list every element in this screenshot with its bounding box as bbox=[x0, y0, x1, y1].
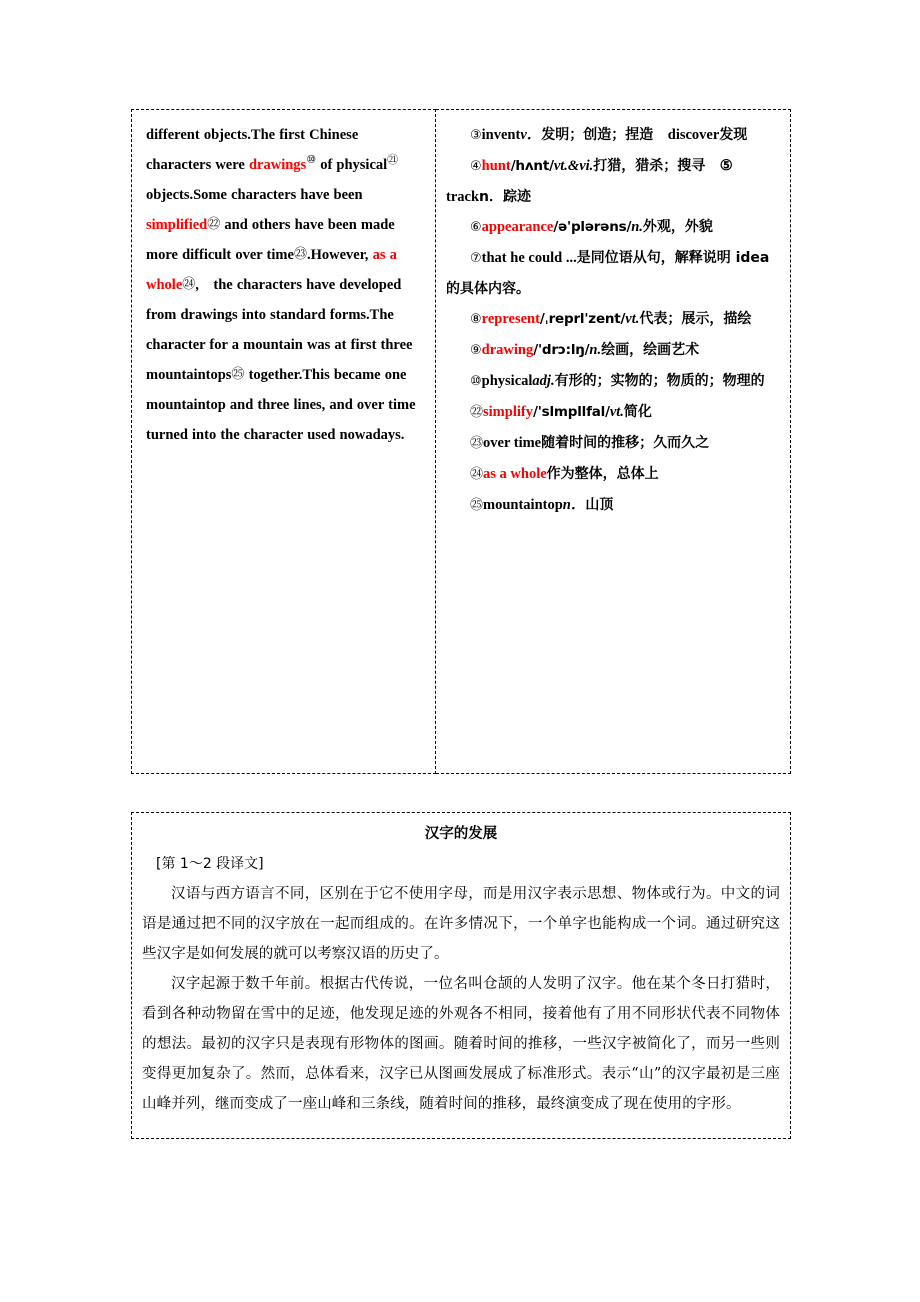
footnote-marker: ㉕ bbox=[231, 367, 245, 382]
passage-text-run: together.This became one mountaintop and three lines, and over time turned into the character used nowadays. bbox=[146, 367, 416, 443]
entry-spacer bbox=[705, 158, 720, 174]
entry-meaning: 绘画，绘画艺术 bbox=[601, 342, 700, 358]
right-column-box bbox=[436, 109, 791, 774]
top-two-column-region bbox=[131, 109, 791, 774]
entry-meaning: 作为整体，总体上 bbox=[546, 466, 659, 482]
vocabulary-entry bbox=[446, 120, 782, 151]
left-column-box bbox=[131, 109, 436, 774]
passage-text-run: of physical bbox=[316, 157, 388, 173]
entry-part-of-speech: v． bbox=[520, 127, 542, 143]
entry-number-icon: ⑧ bbox=[470, 312, 482, 327]
entry-related-meaning: n．踪迹 bbox=[479, 189, 531, 205]
entry-number-icon: ⑦ bbox=[470, 251, 482, 266]
entry-pronunciation: /ˌreprl'zent/ bbox=[539, 311, 626, 327]
translation-section-label: [第 1～2 段译文] bbox=[156, 856, 264, 872]
entry-number-icon: ㉕ bbox=[470, 498, 484, 513]
vocabulary-entry bbox=[446, 151, 782, 212]
entry-pronunciation: /ə'plərəns/ bbox=[553, 219, 632, 235]
translation-paragraph-1: 汉语与西方语言不同，区别在于它不使用字母，而是用汉字表示思想、物体或行为。中文的词语是通过把不同的汉字放在一起而组成的。在许多情况下，一个单字也能构成一个词。通过研究这些汉字是如何发展的就可以考察汉语的历史了。 bbox=[142, 886, 780, 962]
entry-related-meaning: 发现 bbox=[719, 127, 748, 143]
english-passage-text bbox=[146, 120, 421, 450]
entry-part-of-speech: vt.&vi. bbox=[553, 158, 594, 174]
vocabulary-entry bbox=[446, 490, 782, 521]
highlighted-term: simplified bbox=[146, 217, 208, 233]
vocabulary-entry bbox=[446, 366, 782, 397]
entry-meaning: 代表；展示，描绘 bbox=[639, 311, 752, 327]
passage-text-run: objects.Some characters have been bbox=[146, 187, 363, 203]
translation-box bbox=[131, 812, 791, 1139]
footnote-marker: ㉓ bbox=[293, 247, 307, 262]
entry-related-word: discover bbox=[667, 127, 720, 143]
passage-text-run: and others have been made more difficult over time bbox=[146, 217, 395, 263]
passage-text-run: .However, bbox=[306, 247, 373, 263]
entry-part-of-speech: vt. bbox=[625, 311, 640, 327]
entry-pronunciation: /hʌnt/ bbox=[510, 158, 554, 174]
entry-headword: drawing bbox=[481, 342, 534, 358]
footnote-marker: ㉔ bbox=[182, 277, 196, 292]
entry-headword: hunt bbox=[481, 158, 511, 174]
entry-pronunciation: /'drɔ:lŋ/ bbox=[533, 342, 590, 358]
vocabulary-entry bbox=[446, 428, 782, 459]
entry-number-icon: ⑨ bbox=[470, 343, 482, 358]
entry-meaning: 外观，外貌 bbox=[642, 219, 713, 235]
vocabulary-entry bbox=[446, 459, 782, 490]
entry-number-icon: ㉒ bbox=[470, 405, 484, 420]
translation-paragraph-2: 汉字起源于数千年前。根据古代传说，一位名叫仓颉的人发明了汉字。他在某个冬日打猎时，看到各种动物留在雪中的足迹，他发现足迹的外观各不相同，接着他有了用不同形状代表不同物体的想法。最初的汉字只是表现有形物体的图画。随着时间的推移，一些汉字被简化了，而另一些则变得更加复杂了。然而，总体看来，汉字已从图画发展成了标准形式。表示“山”的汉字最初是三座山峰并列，继而变成了一座山峰和三条线，随着时间的推移，最终演变成了现在使用的字形。 bbox=[142, 976, 780, 1112]
entry-part-of-speech: n. bbox=[589, 342, 602, 358]
vocabulary-list bbox=[446, 120, 782, 521]
vocabulary-entry bbox=[446, 335, 782, 366]
entry-meaning: 是同位语从句，解释说明 idea 的具体内容。 bbox=[446, 250, 770, 297]
vocabulary-entry bbox=[446, 212, 782, 243]
entry-number-icon: ㉔ bbox=[470, 467, 484, 482]
vocabulary-entry bbox=[446, 397, 782, 428]
entry-headword: over time bbox=[483, 435, 542, 451]
entry-number-icon: ⑥ bbox=[470, 220, 482, 235]
entry-meaning: 有形的；实物的；物质的；物理的 bbox=[554, 373, 765, 389]
entry-headword: that he could ... bbox=[481, 250, 577, 266]
entry-meaning: 发明；创造；捏造 bbox=[541, 127, 654, 143]
entry-number-icon: ⑩ bbox=[470, 374, 482, 389]
translation-title: 汉字的发展 bbox=[424, 826, 498, 842]
entry-spacer bbox=[653, 127, 668, 143]
footnote-marker: ㉑ bbox=[387, 154, 399, 167]
entry-part-of-speech: vt. bbox=[609, 404, 624, 420]
entry-headword: physical bbox=[481, 373, 533, 389]
entry-meaning: 打猎，猎杀；搜寻 bbox=[593, 158, 706, 174]
entry-number-icon: ③ bbox=[470, 128, 482, 143]
entry-headword: as a whole bbox=[483, 466, 547, 482]
entry-headword: invent bbox=[481, 127, 521, 143]
entry-related-word: ⑤ track bbox=[446, 158, 733, 205]
entry-part-of-speech: n． bbox=[562, 497, 586, 513]
footnote-marker: ⑩ bbox=[306, 154, 317, 167]
entry-meaning: 简化 bbox=[623, 404, 652, 420]
entry-part-of-speech: adj. bbox=[532, 373, 555, 389]
entry-headword: mountaintop bbox=[483, 497, 563, 513]
entry-headword: simplify bbox=[483, 404, 533, 420]
entry-headword: represent bbox=[481, 311, 540, 327]
footnote-marker: ㉒ bbox=[207, 217, 221, 232]
entry-part-of-speech: n. bbox=[631, 219, 643, 235]
passage-text-run: different objects.The first Chinese characters were bbox=[146, 127, 359, 173]
passage-text-run: , the characters have developed from drawings into standard forms.The character for a mountain was at first three mountaintops bbox=[146, 277, 413, 383]
entry-headword: appearance bbox=[481, 219, 554, 235]
entry-pronunciation: /'slmpllfal/ bbox=[532, 404, 610, 420]
vocabulary-entry bbox=[446, 304, 782, 335]
entry-meaning: 山顶 bbox=[585, 497, 614, 513]
entry-meaning: 随着时间的推移；久而久之 bbox=[541, 435, 710, 451]
highlighted-term: drawings bbox=[248, 157, 307, 173]
vocabulary-entry bbox=[446, 243, 782, 304]
entry-number-icon: ④ bbox=[470, 159, 482, 174]
entry-number-icon: ㉓ bbox=[470, 436, 484, 451]
highlighted-term: as a whole bbox=[146, 247, 397, 293]
